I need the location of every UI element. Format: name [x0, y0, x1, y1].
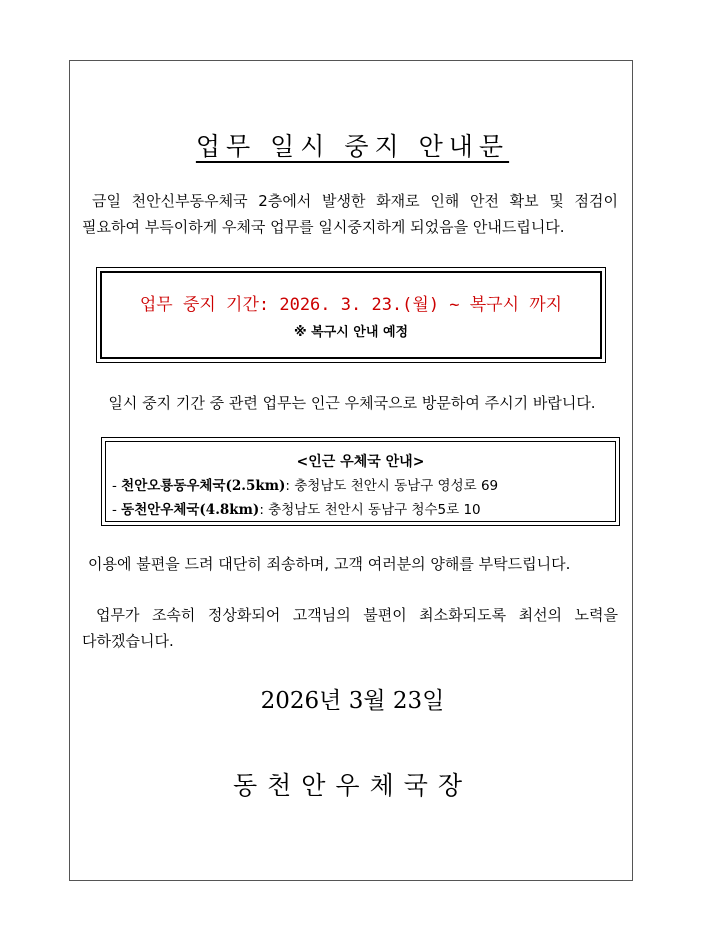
- office-name: 동천안우체국(4.8km): [121, 502, 260, 518]
- signature: 동천안우체국장: [232, 771, 473, 800]
- intro-paragraph: 금일 천안신부동우체국 2층에서 발생한 화재로 인해 안전 확보 및 점검이 필요하여 부득이하게 우체국 업무를 일시중지하게 되었음을 안내드립니다.: [82, 192, 618, 236]
- visit-paragraph: 일시 중지 기간 중 관련 업무는 인근 우체국으로 방문하여 주시기 바랍니다.: [108, 394, 596, 412]
- apology-paragraph: 이용에 불편을 드려 대단히 죄송하며, 고객 여러분의 양해를 부탁드립니다.: [88, 555, 571, 573]
- nearby-office-item: - 동천안우체국(4.8km): 충청남도 천안시 동남구 청수5로 10: [112, 502, 481, 518]
- suspension-box-inner-border: [100, 271, 602, 359]
- office-address: 충청남도 천안시 동남구 영성로 69: [294, 478, 499, 494]
- suspension-box: [96, 267, 606, 363]
- recovery-note: ※ 복구시 안내 예정: [293, 325, 409, 340]
- notice-date: 2026년 3월 23일: [260, 688, 445, 714]
- closing-paragraph: 업무가 조속히 정상화되어 고객님의 불편이 최소화되도록 최선의 노력을 다하겠습니다.: [82, 606, 618, 650]
- notice-title: 업무 일시 중지 안내문: [195, 132, 510, 161]
- office-address: 충청남도 천안시 동남구 청수5로 10: [268, 502, 481, 518]
- suspension-period: 업무 중지 기간: 2026. 3. 23.(월) ~ 복구시 까지: [139, 295, 563, 315]
- office-name: 천안오룡동우체국(2.5km): [121, 478, 286, 494]
- nearby-office-title: <인근 우체국 안내>: [296, 454, 425, 470]
- nearby-office-item: - 천안오룡동우체국(2.5km): 충청남도 천안시 동남구 영성로 69: [112, 478, 499, 494]
